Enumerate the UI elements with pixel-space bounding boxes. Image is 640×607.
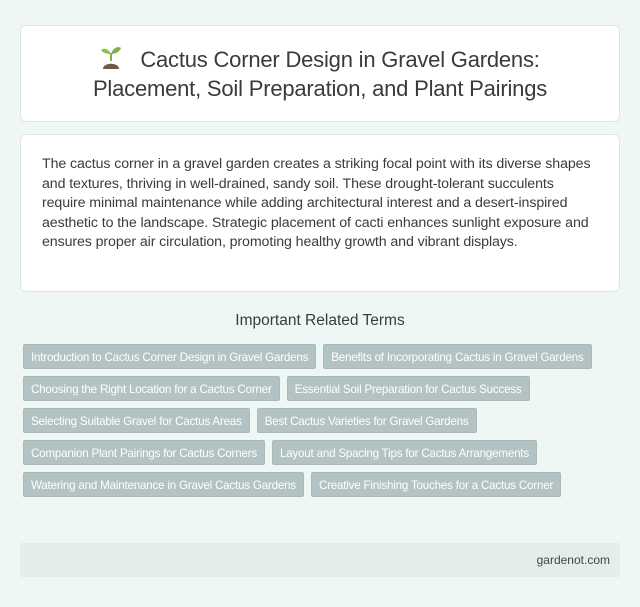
- related-term-tag[interactable]: Essential Soil Preparation for Cactus Success: [287, 376, 530, 401]
- related-term-tag[interactable]: Benefits of Incorporating Cactus in Gravel Gardens: [323, 344, 591, 369]
- related-terms-list: [23, 344, 623, 497]
- page-title: [93, 45, 547, 103]
- related-terms-heading: Important Related Terms: [235, 312, 405, 329]
- footer-site-link[interactable]: gardenot.com: [536, 553, 610, 567]
- footer: [20, 543, 620, 577]
- related-term-tag[interactable]: Watering and Maintenance in Gravel Cactus Gardens: [23, 472, 304, 497]
- title-line-1: Cactus Corner Design in Gravel Gardens:: [140, 46, 540, 72]
- header-card: [20, 25, 620, 122]
- related-term-tag[interactable]: Introduction to Cactus Corner Design in Gravel Gardens: [23, 344, 316, 369]
- related-term-tag[interactable]: Layout and Spacing Tips for Cactus Arrangements: [272, 440, 537, 465]
- related-term-tag[interactable]: Creative Finishing Touches for a Cactus Corner: [311, 472, 561, 497]
- title-line-2: Placement, Soil Preparation, and Plant Pairings: [92, 75, 548, 101]
- related-term-tag[interactable]: Selecting Suitable Gravel for Cactus Areas: [23, 408, 250, 433]
- related-term-tag[interactable]: Companion Plant Pairings for Cactus Corners: [23, 440, 265, 465]
- seedling-icon: [100, 45, 122, 69]
- description-card: [20, 134, 620, 292]
- description-text: The cactus corner in a gravel garden creates a striking focal point with its diverse shapes and textures, thriving in well-drained, sandy soil. These drought-tolerant succulents require minimal maintenance while adding architectural interest and a desert-inspired aesthetic to the landscape. Strategic placement of cacti enhances sunlight exposure and ensures proper air circulation, promoting healthy growth and vibrant displays.: [42, 156, 591, 250]
- related-term-tag[interactable]: Best Cactus Varieties for Gravel Gardens: [257, 408, 477, 433]
- related-term-tag[interactable]: Choosing the Right Location for a Cactus Corner: [23, 376, 280, 401]
